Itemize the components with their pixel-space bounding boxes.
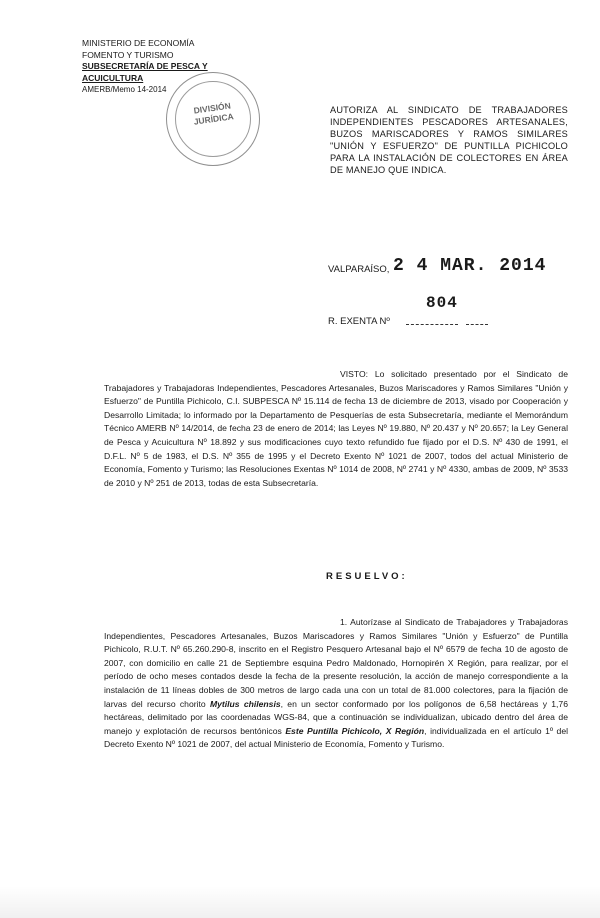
resolution-subject: AUTORIZA AL SINDICATO DE TRABAJADORES INDEPENDIENTES PESCADORES ARTESANALES, BUZOS MARISCADORES Y RAMOS SIMILARES "UNIÓN Y ESFUERZO" DE PUNTILLA PICHICOLO PARA LA INSTALACIÓN DE COLECTORES EN ÁREA DE MANEJO QUE INDICA. — [330, 105, 568, 175]
article-1-text-b: , en un sector conformado por los polígonos de 6,58 hectáreas y 1,76 hectáreas, delimitado por las coordenadas WGS-84, que a continuación se individualizan, ubicado dentro del área de manejo y explotación de recursos bentónicos — [104, 698, 568, 736]
ministry-line: MINISTERIO DE ECONOMÍA — [82, 38, 195, 48]
visto-paragraph — [104, 368, 568, 490]
article-1-text-c: , individualizada en el artículo 1º del Decreto Exento Nº 1021 de 2007, del actual Ministerio de Economía, Fomento y Turismo. — [104, 725, 569, 750]
resolution-number-row — [328, 294, 458, 327]
visto-text: Lo solicitado presentado por el Sindicato de Trabajadores y Trabajadoras Independientes, Pescadores Artesanales, Buzos Mariscadores y Ramos Similares "Unión y Esfuerzo" de Puntilla Pichicolo, C.I. SUBPESCA Nº 15.114 de fecha 13 de diciembre de 2013, visado por Cooperación y Desarrollo Limitada; lo informado por la Departamento de Pesquerías de esta Subsecretaría, mediante el Memorándum Técnico AMERB Nº 14/2014, de fecha 23 de enero de 2014; las Leyes Nº 19.880, Nº 20.437 y Nº 20.657; la Ley General de Pesca y Acuicultura Nº 18.892 y sus modificaciones cuyo texto refundido fue fijado por el D.S. Nº 430 de 1991, el D.F.L. Nº 5 de 1983, el D.S. Nº 355 de 1995 y el Decreto Exento Nº 1021 de 2007, todos del actual Ministerio de Economía, Fomento y Turismo; las Resoluciones Exentas Nº 1014 de 2008, Nº 2741 y Nº 4330, ambas de 2009, Nº 3533 de 2010 y Nº 251 de 2013, todas de esta Subsecretaría. — [104, 369, 568, 488]
division-stamp — [166, 72, 260, 166]
article-1-paragraph — [104, 616, 568, 752]
undersecretary-line: SUBSECRETARÍA DE PESCA Y ACUICULTURA — [82, 61, 208, 83]
visto-lead: VISTO: — [340, 369, 369, 379]
article-1-text-a: Autorízase al Sindicato de Trabajadores y Trabajadoras Independientes, Pescadores Artesanales, Buzos Mariscadores y Ramos Similares "Unión y Esfuerzo" de Puntilla Pichicolo, R.U.T. Nº 65.260.290-8, inscrito en el Registro Pesquero Artesanal bajo el Nº 6579 de fecha 10 de agosto de 2007, con domicilio en calle 21 de Septiembre esquina Pedro Maldonado, Hornopirén X Región, para realizar, por el período de ocho meses contados desde la fecha de la presente resolución, la acción de manejo correspondiente a la instalación de 11 líneas dobles de 300 metros de largo cada una con un total de 81.000 colectores, para la fijación de larvas del recurso chorito — [104, 617, 569, 709]
number-underline-2 — [466, 324, 488, 325]
species-name: Mytilus chilensis — [209, 698, 281, 709]
area-name: Este Puntilla Pichicolo, X Región — [285, 725, 425, 736]
article-1-number: 1. — [340, 617, 348, 627]
resuelvo-heading: RESUELVO: — [326, 571, 408, 582]
stamp-text: DIVISIÓN JURÍDICA — [192, 100, 235, 127]
place-date-row — [328, 256, 547, 276]
place-label: VALPARAÍSO, — [328, 264, 390, 275]
date-stamp: 2 4 MAR. 2014 — [393, 256, 547, 276]
memo-reference: AMERB/Memo 14-2014 — [82, 85, 167, 94]
scan-shadow — [0, 886, 600, 918]
resolution-number: 804 — [426, 294, 458, 312]
ministry-line-2: FOMENTO Y TURISMO — [82, 49, 174, 60]
resolution-label: R. EXENTA Nº — [328, 316, 390, 327]
number-underline — [406, 324, 458, 325]
